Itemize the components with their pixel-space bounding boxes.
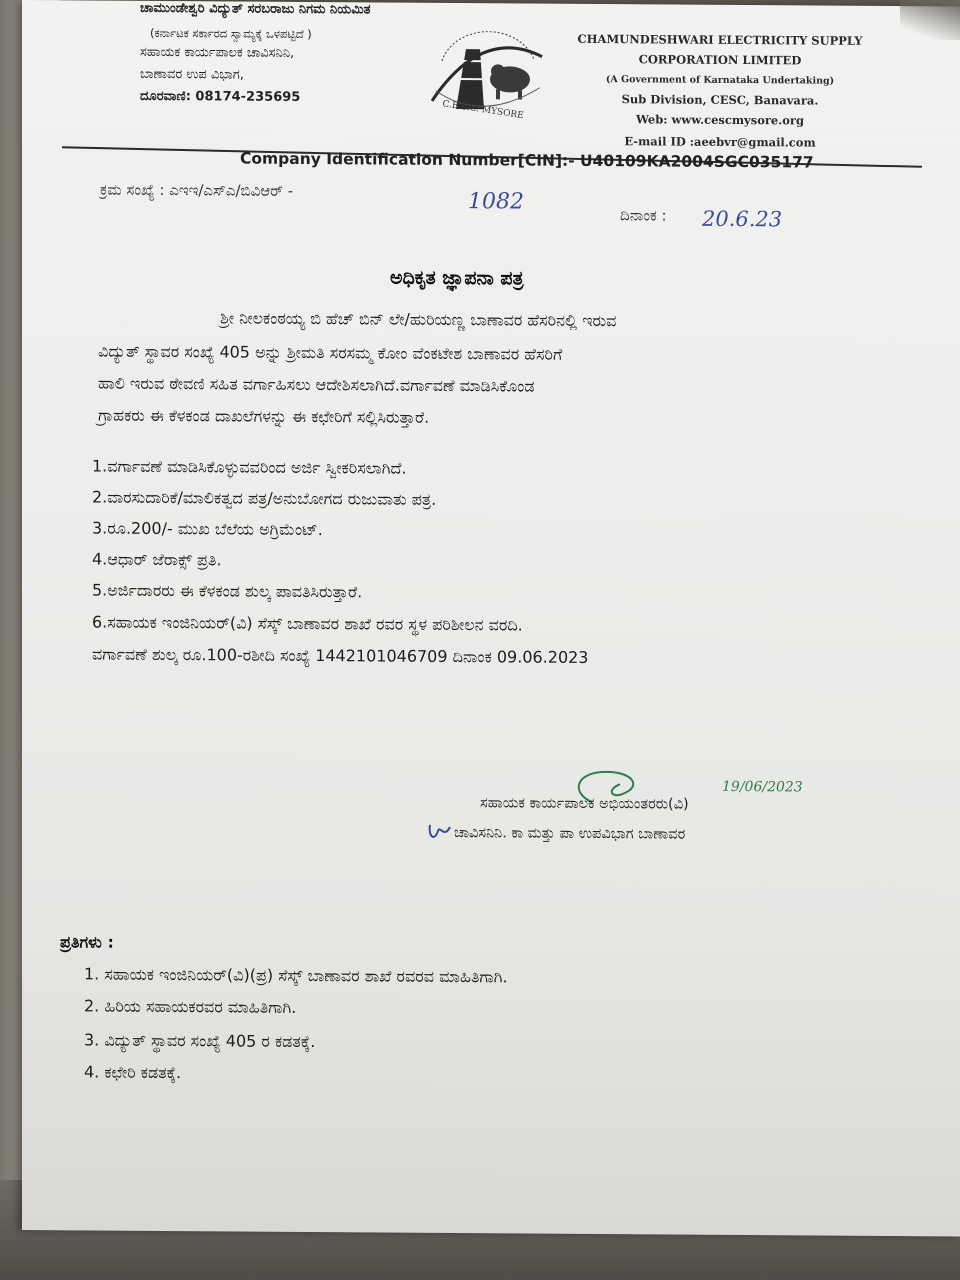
initial-mark bbox=[426, 821, 454, 845]
reference-number-handwritten: 1082 bbox=[468, 189, 524, 215]
signatory-office: ಚಾವಿಸನಿನಿ. ಕಾ ಮತ್ತು ಪಾ ಉಪವಿಭಾಗ ಬಾಣಾವರ bbox=[454, 825, 686, 843]
body-line-1: ಶ್ರೀ ನೀಲಕಂಠಯ್ಯ ಬಿ ಹೆಚ್ ಬಿನ್ ಲೇ/ಹುರಿಯಣ್ಣ ಬಾಣಾವರ ಹೆಸರಿನಲ್ಲಿ ಇರುವ bbox=[220, 308, 617, 331]
cin-number: Company Identification Number[CIN]:- U40109KA2004SGC035177 bbox=[240, 149, 814, 172]
document-item-5: 5.ಅರ್ಜಿದಾರರು ಈ ಕೆಳಕಂಡ ಶುಲ್ಕ ಪಾವತಿಸಿರುತ್ತಾರೆ. bbox=[92, 580, 363, 602]
letter-page bbox=[22, 0, 960, 1237]
document-item-6: 6.ಸಹಾಯಕ ಇಂಜಿನಿಯರ್(ವಿ) ಸೆಸ್ಕ್ ಬಾಣಾವರ ಶಾಖೆ ರವರ ಸ್ಥಳ ಪರಿಶೀಲನ ವರದಿ. bbox=[92, 612, 523, 635]
english-email: E-mail ID :aeebvr@gmail.com bbox=[624, 134, 816, 150]
english-org-name-line1: CHAMUNDESHWARI ELECTRICITY SUPPLY bbox=[577, 31, 863, 48]
cesc-logo-graphic bbox=[422, 31, 552, 132]
body-line-3: ಹಾಲಿ ಇರುವ ಠೇವಣಿ ಸಹಿತ ವರ್ಗಾಹಿಸಲು ಆದೇಶಿಸಲಾಗಿದೆ.ವರ್ಗಾವಣೆ ಮಾಡಿಸಿಕೊಂಡ bbox=[98, 373, 535, 396]
document-item-2: 2.ವಾರಸುದಾರಿಕೆ/ಮಾಲಿಕತ್ವದ ಪತ್ರ/ಅನುಬೋಗದ ರುಜುವಾತು ಪತ್ರ. bbox=[92, 487, 437, 509]
english-subdivision: Sub Division, CESC, Banavara. bbox=[621, 92, 819, 108]
body-line-4: ಗ್ರಾಹಕರು ಈ ಕೆಳಕಂಡ ದಾಖಲೆಗಳನ್ನು ಈ ಕಛೇರಿಗೆ ಸಲ್ಲಿಸಿರುತ್ತಾರೆ. bbox=[98, 405, 430, 427]
copy-item-3: 3. ವಿದ್ಯುತ್ ಸ್ಥಾವರ ಸಂಖ್ಯೆ 405 ರ ಕಡತಕ್ಕೆ. bbox=[84, 1030, 316, 1052]
english-org-name-line2: CORPORATION LIMITED bbox=[638, 52, 802, 68]
copies-heading: ಪ್ರತಿಗಳು : bbox=[60, 932, 114, 952]
copy-item-1: 1. ಸಹಾಯಕ ಇಂಜಿನಿಯರ್(ವಿ)(ಪ್ರ) ಸೆಸ್ಕ್ ಬಾಣಾವರ ಶಾಖೆ ರವರವ ಮಾಹಿತಿಗಾಗಿ. bbox=[84, 964, 508, 987]
page-title: ಅಧಿಕೃತ ಜ್ಞಾಪನಾ ಪತ್ರ bbox=[390, 266, 524, 290]
kannada-org-name: ಚಾಮುಂಡೇಶ್ವರಿ ವಿದ್ಯುತ್ ಸರಬರಾಜು ನಿಗಮ ನಿಯಮಿತ bbox=[140, 0, 371, 18]
document-item-3: 3.ರೂ.200/- ಮುಖ ಬೆಲೆಯ ಅಗ್ರಿಮೆಂಟ್. bbox=[92, 518, 323, 540]
signatory-designation: ಸಹಾಯಕ ಕಾರ್ಯಪಾಲಕ ಅಭಿಯಂತರರು(ವಿ) bbox=[480, 795, 689, 813]
kannada-phone: ದೂರವಾಣಿ: 08174-235695 bbox=[140, 88, 301, 105]
reference-label: ಕ್ರಮ ಸಂಖ್ಯೆ : ಎಇಇ/ಎಸ್ಎ/ಬಿವಿಆರ್ - bbox=[100, 180, 294, 200]
english-web: Web: www.cescmysore.org bbox=[635, 112, 805, 128]
cesc-logo bbox=[422, 31, 552, 132]
copy-item-2: 2. ಹಿರಿಯ ಸಹಾಯಕರವರ ಮಾಹಿತಿಗಾಗಿ. bbox=[84, 996, 297, 1017]
logo-caption: C.E.S.C. MYSORE bbox=[441, 99, 525, 122]
date-handwritten: 20.6.23 bbox=[702, 206, 783, 232]
kannada-office: ಸಹಾಯಕ ಕಾರ್ಯಪಾಲಕ ಚಾವಿಸನಿನಿ, bbox=[140, 44, 295, 61]
copy-item-4: 4. ಕಛೇರಿ ಕಡತಕ್ಕೆ. bbox=[84, 1062, 182, 1083]
document-item-1: 1.ವರ್ಗಾವಣೆ ಮಾಡಿಸಿಕೊಳ್ಳುವವರಿಂದ ಅರ್ಜಿ ಸ್ವೀಕರಿಸಲಾಗಿದೆ. bbox=[92, 456, 407, 478]
body-line-2: ವಿದ್ಯುತ್ ಸ್ಥಾವರ ಸಂಖ್ಯೆ 405 ಅನ್ನು ಶ್ರೀಮತಿ ಸರಸಮ್ಮ ಕೋಂ ವೆಂಕಟೇಶ ಬಾಣಾವರ ಹೆಸರಿಗೆ bbox=[98, 341, 563, 364]
date-label: ದಿನಾಂಕ : bbox=[620, 206, 667, 225]
kannada-subdivision: ಬಾಣಾವರ ಉಪ ವಿಭಾಗ, bbox=[140, 66, 244, 83]
page-corner-shadow bbox=[900, 0, 960, 40]
kannada-gov-note: (ಕರ್ನಾಟಕ ಸರ್ಕಾರದ ಸ್ವಾಮ್ಯಕ್ಕೆ ಒಳಪಟ್ಟಿದೆ ) bbox=[150, 25, 312, 42]
document-item-4: 4.ಆಧಾರ್ ಜೆರಾಕ್ಸ್ ಪ್ರತಿ. bbox=[92, 549, 222, 570]
fee-receipt-line: ವರ್ಗಾವಣೆ ಶುಲ್ಕ ರೂ.100-ರಶೀದಿ ಸಂಖ್ಯೆ 1442101046709 ದಿನಾಂಕ 09.06.2023 bbox=[92, 644, 589, 667]
signature-date-handwritten: 19/06/2023 bbox=[722, 778, 803, 796]
english-gov-note: (A Government of Karnataka Undertaking) bbox=[605, 74, 835, 87]
